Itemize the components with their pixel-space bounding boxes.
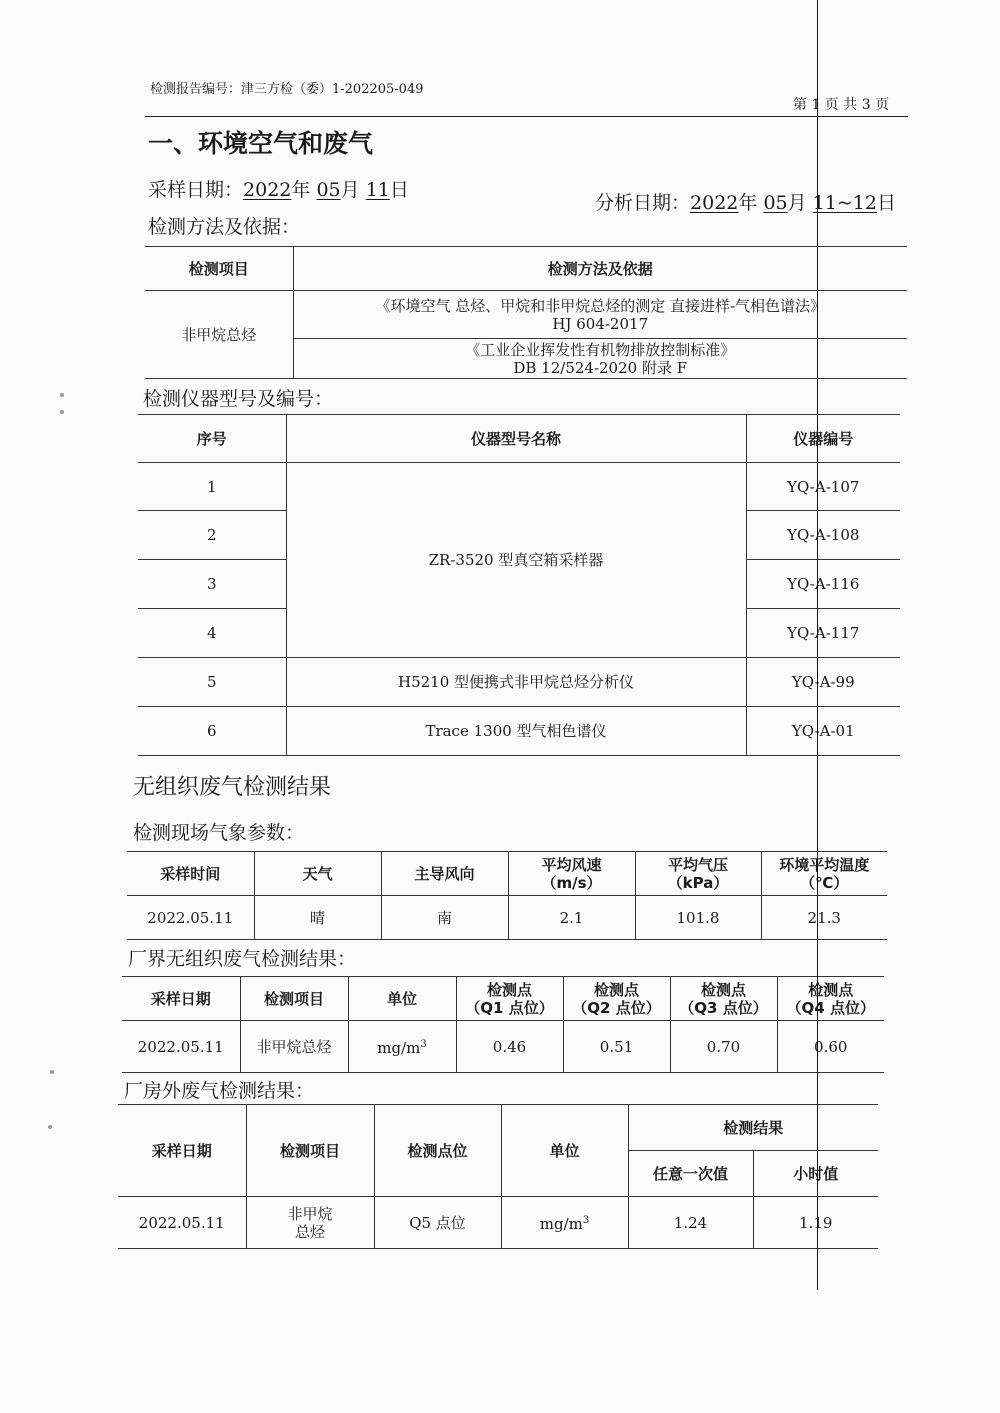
unit-text: mg/m (377, 1039, 421, 1057)
col-no: 序号 (138, 415, 286, 463)
row-no: 3 (138, 560, 286, 609)
h-temp-unit: （℃） (800, 873, 849, 892)
unit-sup: 3 (420, 1039, 427, 1050)
cell-q1: 0.46 (456, 1021, 563, 1073)
h-unit: 单位 (348, 977, 456, 1021)
analysis-date-label: 分析日期： (595, 192, 691, 214)
table-row (127, 896, 887, 940)
h-q3-sub: （Q3 点位） (679, 998, 768, 1017)
cell-point: Q5 点位 (374, 1197, 501, 1249)
h-press-unit: （kPa） (667, 873, 729, 892)
row-no: 5 (138, 658, 286, 707)
header-rule (145, 116, 908, 117)
sampling-day: 11 (365, 179, 390, 201)
instrument-name-1-4: ZR-3520 型真空箱采样器 (286, 463, 746, 658)
day-char: 日 (389, 179, 409, 201)
row-no: 4 (138, 609, 286, 658)
h-date: 采样日期 (122, 977, 240, 1021)
method-1-line2: HJ 604-2017 (552, 314, 649, 333)
h-speed-unit: （m/s） (541, 873, 602, 892)
cell-q4: 0.60 (777, 1021, 884, 1073)
h-weather: 天气 (254, 852, 381, 896)
analysis-month: 05 (763, 192, 788, 214)
unit-sup: 3 (582, 1215, 590, 1226)
h-hour: 小时值 (753, 1151, 878, 1197)
sampling-date (148, 175, 409, 202)
methods-title: 检测方法及依据： (148, 216, 301, 238)
cell-date: 2022.05.11 (122, 1021, 240, 1073)
h-time: 采样时间 (127, 852, 254, 896)
row-id: YQ-A-99 (746, 658, 900, 707)
instruments-table (138, 414, 900, 756)
table-row (118, 1197, 878, 1249)
year-char: 年 (738, 192, 758, 214)
cell-temp: 21.3 (761, 896, 887, 940)
cell-hour: 1.19 (753, 1197, 878, 1249)
h-date: 采样日期 (118, 1105, 246, 1197)
method-2-line1: 《工业企业挥发性有机物排放控制标准》 (465, 340, 736, 359)
item-line2: 总烃 (294, 1222, 325, 1241)
h-temp (761, 852, 887, 896)
instruments-title: 检测仪器型号及编号： (143, 388, 334, 410)
h-point: 检测点位 (374, 1105, 501, 1197)
cell-any: 1.24 (628, 1197, 753, 1249)
method-1-line1: 《环境空气 总烃、甲烷和非甲烷总烃的测定 直接进样-气相色谱法》 (375, 296, 826, 315)
h-q1 (456, 977, 563, 1021)
col-id: 仪器编号 (746, 415, 900, 463)
h-q1-sub: （Q1 点位） (465, 998, 554, 1017)
sampling-month: 05 (316, 179, 341, 201)
sampling-date-label: 采样日期： (148, 179, 244, 201)
sampling-year: 2022 (243, 179, 292, 201)
boundary-table (122, 976, 884, 1073)
table-row (138, 658, 900, 707)
cell-q3: 0.70 (670, 1021, 777, 1073)
cell-time: 2022.05.11 (127, 896, 254, 940)
h-q2-sub: （Q2 点位） (572, 998, 661, 1017)
scan-speck (48, 1125, 52, 1129)
h-temp-label: 环境平均温度 (779, 855, 870, 874)
method-item: 非甲烷总烃 (145, 291, 293, 379)
scan-speck (60, 393, 64, 397)
analysis-year: 2022 (690, 192, 739, 214)
row-no: 6 (138, 707, 286, 756)
cell-unit (348, 1021, 456, 1073)
cell-speed: 2.1 (508, 896, 635, 940)
row-no: 2 (138, 511, 286, 560)
cell-item (246, 1197, 374, 1249)
month-char: 月 (787, 192, 807, 214)
h-any: 任意一次值 (628, 1151, 753, 1197)
table-row (138, 463, 900, 511)
h-wind: 主导风向 (381, 852, 508, 896)
h-q3 (670, 977, 777, 1021)
table-row (138, 707, 900, 756)
h-item: 检测项目 (246, 1105, 374, 1197)
h-q2-label: 检测点 (593, 980, 639, 999)
analysis-day: 11~12 (812, 192, 877, 214)
h-q4-sub: （Q4 点位） (786, 998, 875, 1017)
item-line1: 非甲烷 (287, 1204, 333, 1223)
h-press-label: 平均气压 (667, 855, 728, 874)
unit-text: mg/m (539, 1215, 583, 1233)
cell-unit (501, 1197, 628, 1249)
h-press (635, 852, 761, 896)
report-number: 检测报告编号：津三方检（委）1-202205-049 (150, 82, 424, 97)
boundary-title: 厂界无组织废气检测结果： (128, 948, 357, 970)
row-id: YQ-A-01 (746, 707, 900, 756)
h-q4-label: 检测点 (808, 980, 854, 999)
unorganized-title: 无组织废气检测结果 (133, 775, 332, 800)
row-id: YQ-A-108 (746, 511, 900, 560)
h-q1-label: 检测点 (486, 980, 532, 999)
h-q4 (777, 977, 884, 1021)
weather-title: 检测现场气象参数： (133, 822, 305, 844)
month-char: 月 (340, 179, 360, 201)
scan-fold-line (817, 0, 818, 1290)
page-number: 第 1 页 共 3 页 (793, 97, 890, 113)
h-unit: 单位 (501, 1105, 628, 1197)
col-method: 检测方法及依据 (293, 247, 907, 291)
row-id: YQ-A-116 (746, 560, 900, 609)
method-2 (293, 339, 907, 379)
col-item: 检测项目 (145, 247, 293, 291)
table-row (122, 1021, 884, 1073)
cell-wind: 南 (381, 896, 508, 940)
h-q2 (563, 977, 670, 1021)
h-speed (508, 852, 635, 896)
h-speed-label: 平均风速 (541, 855, 602, 874)
scan-speck (60, 410, 64, 414)
row-no: 1 (138, 463, 286, 511)
analysis-date (595, 188, 896, 215)
h-result: 检测结果 (628, 1105, 878, 1151)
scan-speck (50, 1070, 54, 1074)
day-char: 日 (876, 192, 896, 214)
col-name: 仪器型号名称 (286, 415, 746, 463)
row-id: YQ-A-117 (746, 609, 900, 658)
year-char: 年 (291, 179, 311, 201)
methods-table (145, 246, 907, 379)
instrument-name-5: H5210 型便携式非甲烷总烃分析仪 (286, 658, 746, 707)
outdoor-table (118, 1104, 878, 1249)
h-item: 检测项目 (240, 977, 348, 1021)
cell-q2: 0.51 (563, 1021, 670, 1073)
h-q3-label: 检测点 (700, 980, 746, 999)
method-1 (293, 291, 907, 339)
cell-press: 101.8 (635, 896, 761, 940)
section-title: 一、环境空气和废气 (148, 129, 374, 158)
row-id: YQ-A-107 (746, 463, 900, 511)
cell-date: 2022.05.11 (118, 1197, 246, 1249)
outdoor-title: 厂房外废气检测结果： (124, 1080, 315, 1102)
instrument-name-6: Trace 1300 型气相色谱仪 (286, 707, 746, 756)
cell-weather: 晴 (254, 896, 381, 940)
cell-item: 非甲烷总烃 (240, 1021, 348, 1073)
weather-table (127, 851, 887, 940)
method-2-line2: DB 12/524-2020 附录 F (513, 358, 688, 377)
